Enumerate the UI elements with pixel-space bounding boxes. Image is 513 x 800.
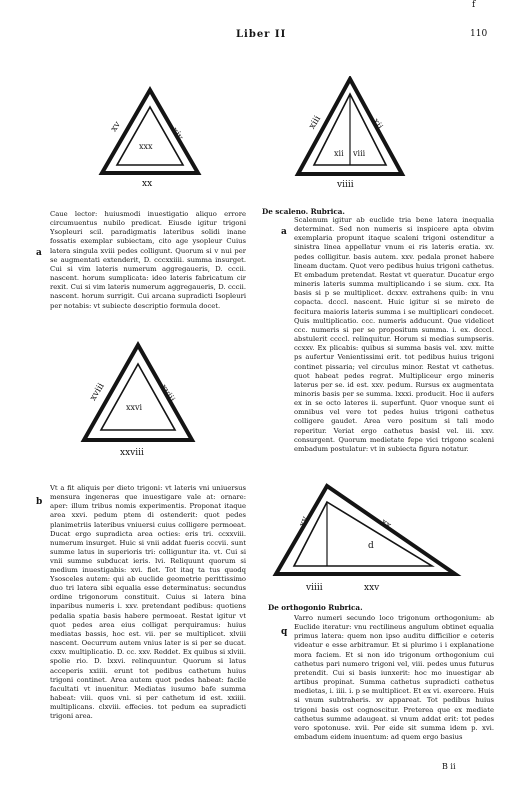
figure-isosceles-triangle	[95, 85, 205, 195]
running-title: Liber II	[236, 29, 287, 40]
rubric-scalene: De scaleno. Rubrica.	[262, 207, 345, 216]
margin-letter-a: a	[36, 248, 42, 258]
fig4-label-inner: d	[368, 541, 374, 551]
fig1-label-right: xiv	[168, 126, 185, 143]
fig1-label-bottom: xx	[142, 179, 153, 189]
figure-scalene-triangle	[272, 482, 462, 597]
rubric-orthogonal: De orthogonio Rubrica.	[268, 603, 363, 612]
fig2-label-center-right: viii	[353, 149, 366, 158]
margin-letter-q: q	[281, 627, 288, 637]
margin-letter-a-right: a	[281, 227, 287, 237]
signature-mark: B ii	[442, 762, 456, 771]
fig3-label-right: xviii	[157, 383, 177, 405]
running-header	[0, 29, 513, 45]
fig2-label-center-left: xii	[334, 149, 344, 158]
fig3-label-bottom: xxviii	[120, 448, 144, 458]
figure-equilateral-triangle	[78, 340, 198, 460]
fig1-label-left: xv	[108, 119, 123, 134]
folio-number: 110	[470, 29, 488, 39]
fig2-label-left: xiii	[307, 114, 324, 132]
paragraph-right-2: Varro numeri secundo loco trigonum orthogonium: ab Euclide iteratur: vnu rectilineus angulum obtinet equalia primus latera: quem non ipso auditu difficilior e ceteris videatur e esse arbitramur. Et si plurimo i i explanatione mora faciem. Et si non ido trigonum orthogonium cui cathetus pari numero trigoni vel, viii. pedes unus futurus pretendit. Cui si basis iunxerit: hoc mo inuestigar ab artibus propinat. Summa cathetus supradicti cathetus medietas, i. iiii. i. p se multiplicet. Et ex vi. exercere. Huis si vnum subtraheris. xv appareat. Tot pedibus huius trigoni basis ost cognoscitur. Preterea que ex mediate cathetus summe adaugeat. si vnum addat erit: tot pedes vero spotonuse. xvii. Per eide sit summa idem p. xvi. embadum eidem inuentum: ad quem ergo basius	[294, 614, 494, 742]
fig3-label-center: xxvi	[126, 403, 143, 412]
fig4-label-right: xx	[378, 517, 393, 532]
paragraph-left-3: Ysosceles autem: qui ab euclide geometrie perittissimo duo tri latera sibi equalia esse determinatus: secundus ordine trigonorum constituit. Cuius si latera bina inparibus numeris i. xxv. pretendant pedibus: quotiens pedalia spatia basis habere permoeat. Restat igitur vt quot pedes area eius colligat perquiramus: huius mediatas bassis, hoc est. vii. per se multiplicet. xlviii nascent. Oecurrum autem vnius later is si per se ducat. cxxv. multiplicatio. D. cc. xxv. Reddet. Ex quibus si xlviii. spolie rio. D. lxxvi. relinquuntur. Quorum si latus acceperis xxiiii. erunt tot pedibus cathetum huius trigoni continet. Area autem quot pedes habeat: facile facultati vt inuenitur. Mediatas iusumo bafe summa habeat: viii. quos vni. si per cathetum id est. xxiiii. multiplicans. clxviii. effecies. tot pedum ea supradicti trigoni area.	[50, 575, 246, 721]
paragraph-left-1: Caue lector: huiusmodi inuestigatio aliquo errore circumuentus nubilo predicat. Eiusde igitur trigoni Ysopleuri scil. paradigmatis lateribus solidi inane fossatis exemplar subiectam, cito age ysopleur Cuius latera singula xviii pedes colligunt. Quorum si v nui per se augmentati extenderit, D. cccxxiiii. summa insurget. Cui si vim lateris numerum aggregaueris, D. cccii. nascent. horum sumplicata: ideo lateris fabricatum cir rexit. Cui si vim lateris numerum aggregaueris, D. cccii. nascent. horum surrigit. Cui arcana supradicti Isopleuri per notabis: vt subiecte descriptio formula docet.	[50, 210, 246, 310]
margin-letter-b: b	[36, 497, 43, 507]
fig1-label-center: xxx	[139, 142, 153, 151]
paragraph-left-2: Vt a fit aliquis per dieto trigoni: vt lateris vni uniuersus mensura ingeneras que inuestigare vale at: ornare: aper: illum tribus nomis experimentis. Proponat itaque area xxvi. pedum ptem di ostenderit: quot pedes planimetriis lateribus vniuersi cuius colligere permoeat. Ducat ergo supradicta area octies: eris tri. ccxxviii. numerum insurget. Huic si vnii addat fueris cccvii. sunt summe latus in superioris tri: colliguntur ita. vt. Cui si vnii summe subducat ieris. lvi. Reliquunt quorum si medium inuestigabis: xvi. fiet. Tot itaq ta tus quodq	[50, 484, 246, 575]
fig2-label-right: xii	[369, 117, 385, 132]
fig2-label-bottom: viiii	[337, 180, 354, 190]
fig4-label-left: xv	[297, 515, 311, 529]
paragraph-right-1: Scalenum igitur ab euclide tria bene latera inequalia determinat. Sed non numeris si inspicere apta obvim exemplaria propunt itaque scaleni trigoni ostenditur a sinistra linea appellatur vnum ei ris lateris eratia. xv. pedes colligitur. basis autem. xxv. pedala pronet habere lineam ductam. Quot vero pedibus huius trigoni cathetus. Et embadum pretendat. Restat vt queratur. Ducatur ergo mineris lateris summa multiplicando i se sium. cxx. Ita basis si p se multiplicet. dcxxv. extrahens quib: in vnu copacta. dcccl. nascent. Huic igitur si se mireto de fecitura maioris lateris summa i se multiplicari condecet. Quis multiplicatio. ccc. numeris adducunt. Que videlicet ccc. numeris si per se propositum summa. i. ex. dcccl. abstulerit ccccl. relinquitur. Horum si medias sumpseris. ccxxv. Ex plicabis: quibus si summa basis vel. xxv. mitte ps aufertur Venientissimi erit. tot pedibus huius trigoni continet pissaria; vel circulus minor. Restat vt cathetus. quot habeat pedes regrat. Multipliceur ergo mineris laterus per se. id est. xxv. pedum. Rursus ex augmentata minoris basis per se summa. lxxxi. producit. Hoc ii aufers ex in se octo lateres ii. superfunt. Quor vnoque sunt ei omnibus vel vere tot pedes huius trigoni cathetus colligere gaudet. Area vero positum si tali modo reperitur. Veriat ergo cathetus basisl vel. iii. xxv. consurgent. Quorum medietate fepe vici trigono scaleni embadum postulatur: vt in subiecta figura notatur.	[294, 216, 494, 453]
fig4-label-bottom-left: viiii	[306, 583, 323, 593]
fig3-label-left: xviii	[88, 381, 107, 403]
fig4-label-bottom-right: xxv	[364, 583, 380, 593]
figure-tall-triangle	[290, 76, 410, 191]
corner-mark: f	[472, 0, 476, 10]
